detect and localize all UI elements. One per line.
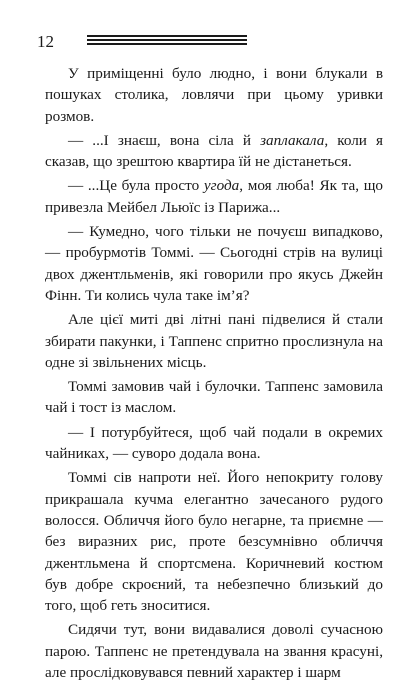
header-rule <box>87 35 247 48</box>
paragraph-8: Томмі сів напроти неї. Його непокриту голову прикрашала кучма елегантно зачесаного рудого волосся. Обличчя його було негарне, та приємне — без виразних рис, проте безсумнівно обличчя джентльмена й спортсмена. Коричневий костюм був добре скроєний, та небезпечно близький до того, щоб геть зноситися. <box>45 469 383 615</box>
paragraph-2: — ...І знаєш, вона сіла й заплакала, коли я сказав, що зрештою квартира їй не дістанеться. <box>45 131 384 171</box>
page-header <box>37 32 247 52</box>
paragraph-6: Томмі замовив чай і булочки. Таппенс замовила чай і тост із маслом. <box>45 378 383 417</box>
paragraph-5: Але цієї миті дві літні пані підвелися й стали збирати пакунки, і Таппенс спритно прослизнула на одне зі звільнених місць. <box>45 311 383 371</box>
paragraph-1: У приміщенні було людно, і вони блукали в пошуках столика, ловлячи при цьому уривки розмов. <box>45 65 383 125</box>
paragraph-9: Сидячи тут, вони видавалися доволі сучасною парою. Таппенс не претендувала на звання красуні, але прослідковувався певний характер і шарм <box>45 621 383 682</box>
page-number: 12 <box>37 32 54 51</box>
paragraph-7: — І потурбуйтеся, щоб чай подали в окремих чайниках, — суворо додала вона. <box>45 423 383 463</box>
body-text <box>45 63 383 683</box>
paragraph-3: — ...Це була просто угода, моя люба! Як та, що привезла Мейбел Льюїс із Парижа... <box>45 177 383 216</box>
italic-word: заплакала <box>260 131 325 149</box>
paragraph-4: — Кумедно, чого тільки не почуєш випадково, — пробурмотів Томмі. — Сьогодні стрів на вулиці двох джентльменів, які говорили про якусь Джейн Фінн. Ти колись чула таке ім’я? <box>45 223 383 304</box>
italic-word: угода <box>203 177 240 195</box>
